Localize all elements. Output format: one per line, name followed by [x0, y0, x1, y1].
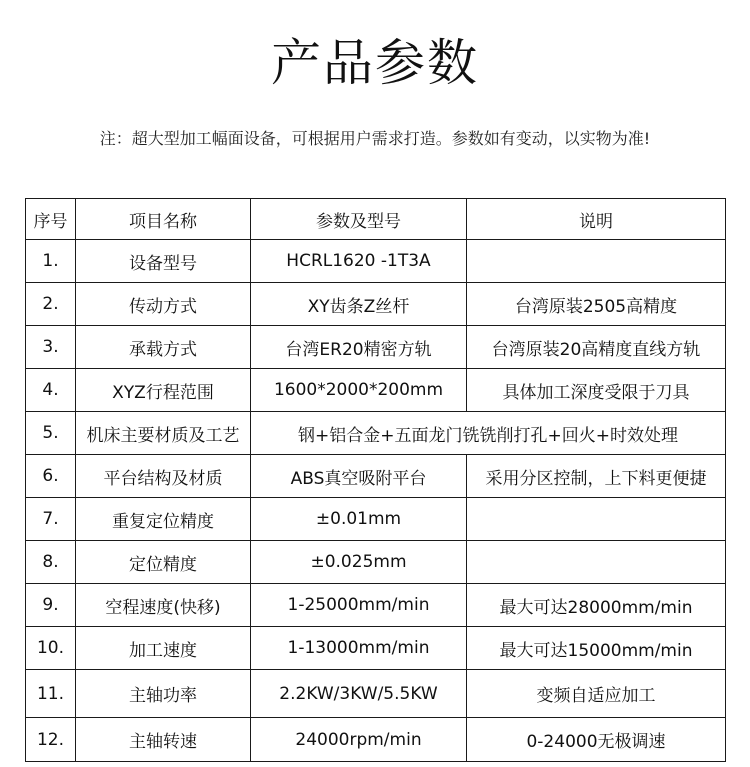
table-header-row	[26, 199, 726, 240]
table-row	[26, 584, 726, 627]
row-item: 承载方式	[76, 326, 251, 369]
row-desc: 0-24000无极调速	[467, 718, 726, 762]
row-item: 重复定位精度	[76, 498, 251, 541]
row-item: 平台结构及材质	[76, 455, 251, 498]
row-no: 11.	[26, 670, 76, 718]
row-desc: 变频自适应加工	[467, 670, 726, 718]
spec-table	[25, 198, 726, 762]
row-param: XY齿条Z丝杆	[251, 283, 467, 326]
row-no: 9.	[26, 584, 76, 627]
row-param: 台湾ER20精密方轨	[251, 326, 467, 369]
row-item: 传动方式	[76, 283, 251, 326]
row-no: 6.	[26, 455, 76, 498]
row-no: 10.	[26, 627, 76, 670]
row-item: 主轴功率	[76, 670, 251, 718]
table-row	[26, 541, 726, 584]
page-title: 产品参数	[271, 34, 479, 92]
table-row	[26, 240, 726, 283]
row-item: 机床主要材质及工艺	[76, 412, 251, 455]
row-param: 24000rpm/min	[251, 718, 467, 762]
table-row	[26, 326, 726, 369]
row-desc: 最大可达15000mm/min	[467, 627, 726, 670]
row-item: 空程速度(快移)	[76, 584, 251, 627]
row-desc: 具体加工深度受限于刀具	[467, 369, 726, 412]
table-row	[26, 498, 726, 541]
row-no: 12.	[26, 718, 76, 762]
row-no: 3.	[26, 326, 76, 369]
row-item: 主轴转速	[76, 718, 251, 762]
row-desc: 最大可达28000mm/min	[467, 584, 726, 627]
header-no: 序号	[26, 199, 76, 240]
row-param: ±0.01mm	[251, 498, 467, 541]
table-row	[26, 369, 726, 412]
row-param: HCRL1620 -1T3A	[251, 240, 467, 283]
header-item: 项目名称	[76, 199, 251, 240]
row-merged-value: 钢+铝合金+五面龙门铣铣削打孔+回火+时效处理	[251, 412, 726, 455]
table-row	[26, 412, 726, 455]
row-no: 2.	[26, 283, 76, 326]
row-no: 8.	[26, 541, 76, 584]
row-desc: 采用分区控制，上下料更便捷	[467, 455, 726, 498]
row-desc	[467, 541, 726, 584]
table-row	[26, 627, 726, 670]
note-text: 注：超大型加工幅面设备，可根据用户需求打造。参数如有变动，以实物为准!	[99, 129, 651, 148]
row-desc: 台湾原装2505高精度	[467, 283, 726, 326]
row-no: 1.	[26, 240, 76, 283]
row-desc: 台湾原装20高精度直线方轨	[467, 326, 726, 369]
row-item: 加工速度	[76, 627, 251, 670]
table-row	[26, 455, 726, 498]
row-no: 5.	[26, 412, 76, 455]
row-no: 4.	[26, 369, 76, 412]
table-row	[26, 283, 726, 326]
header-desc: 说明	[467, 199, 726, 240]
row-param: ABS真空吸附平台	[251, 455, 467, 498]
row-param: ±0.025mm	[251, 541, 467, 584]
header-param: 参数及型号	[251, 199, 467, 240]
row-no: 7.	[26, 498, 76, 541]
row-desc	[467, 498, 726, 541]
row-param: 1-13000mm/min	[251, 627, 467, 670]
row-param: 2.2KW/3KW/5.5KW	[251, 670, 467, 718]
row-desc	[467, 240, 726, 283]
table-row	[26, 670, 726, 718]
row-param: 1-25000mm/min	[251, 584, 467, 627]
row-param: 1600*2000*200mm	[251, 369, 467, 412]
row-item: 设备型号	[76, 240, 251, 283]
row-item: XYZ行程范围	[76, 369, 251, 412]
table-row	[26, 718, 726, 762]
row-item: 定位精度	[76, 541, 251, 584]
